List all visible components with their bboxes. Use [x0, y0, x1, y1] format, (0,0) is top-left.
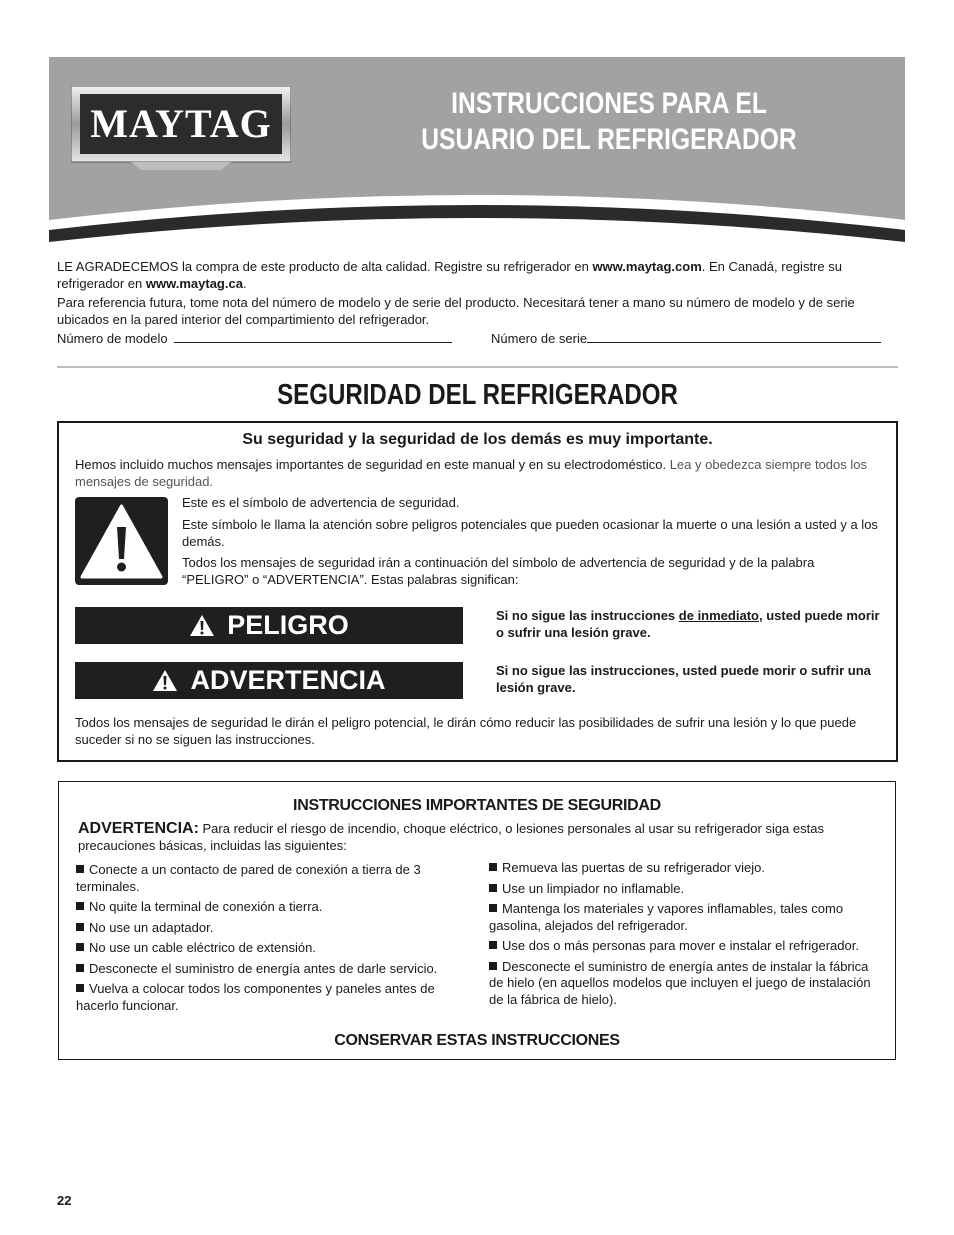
intro-thanks: LE AGRADECEMOS la compra de este producto de alta calidad. Registre su refrigerador en www.maytag.com. En Canadá, registre su refrigerador en www.maytag.ca. [57, 259, 842, 291]
list-item: Conecte a un contacto de pared de conexión a tierra de 3 terminales. [76, 862, 421, 894]
warning-description: Si no sigue las instrucciones, usted puede morir o sufrir una lesión grave. [496, 663, 871, 695]
list-item: Use dos o más personas para mover e instalar el refrigerador. [489, 938, 881, 955]
instructions-heading: INSTRUCCIONES IMPORTANTES DE SEGURIDAD [293, 797, 661, 814]
list-item: Remueva las puertas de su refrigerador viejo. [489, 860, 881, 877]
header-swoosh [49, 180, 905, 250]
symbol-text-1: Este es el símbolo de advertencia de seguridad. [182, 495, 460, 510]
maytag-ca-link[interactable]: www.maytag.ca [145, 275, 243, 291]
list-item: Use un limpiador no inflamable. [489, 881, 881, 898]
list-item: No use un adaptador. [76, 920, 476, 937]
symbol-text-3: Todos los mensajes de seguridad irán a continuación del símbolo de advertencia de seguridad y de la palabra “PELIGRO” o “ADVERTENCIA”. Estas palabras significan: [182, 555, 815, 587]
divider [57, 366, 898, 368]
instructions-warning: ADVERTENCIA: Para reducir el riesgo de incendio, choque eléctrico, o lesiones personales al usar su refrigerador siga estas precauciones básicas, incluidas las siguientes: [78, 820, 824, 853]
model-number-field[interactable]: Número de modelo [57, 331, 457, 348]
list-item: No use un cable eléctrico de extensión. [76, 940, 476, 957]
list-item: No quite la terminal de conexión a tierra. [76, 899, 476, 916]
page-title: INSTRUCCIONES PARA EL USUARIO DEL REFRIGERADOR [421, 87, 797, 156]
maytag-com-link[interactable]: www.maytag.com [592, 259, 702, 274]
page-number: 22 [57, 1193, 72, 1208]
instructions-left-list [76, 862, 476, 1018]
safety-intro: Hemos incluido muchos mensajes importantes de seguridad en este manual y en su electrodoméstico. Lea y obedezca siempre todos los mensajes de seguridad. [75, 457, 867, 489]
danger-signal-bar: PELIGRO [75, 607, 463, 644]
warning-signal-bar: ADVERTENCIA [75, 662, 463, 699]
instructions-right-list [489, 860, 881, 1012]
danger-alert-icon [189, 614, 215, 637]
list-item: Desconecte el suministro de energía antes de instalar la fábrica de hielo (en aquellos modelos que incluyen el juego de instalación de la fábrica de hielo). [489, 958, 871, 1007]
danger-description: Si no sigue las instrucciones de inmediato, usted puede morir o sufrir una lesión grave. [496, 608, 880, 640]
warning-alert-icon [152, 669, 178, 692]
safety-footer: Todos los mensajes de seguridad le dirán el peligro potencial, le dirán cómo reducir las posibilidades de sufrir una lesión y lo que puede suceder si no se siguen las instrucciones. [75, 715, 857, 747]
logo-text: MAYTAG [90, 101, 272, 146]
section-title: SEGURIDAD DEL REFRIGERADOR [277, 379, 678, 411]
safety-heading: Su seguridad y la seguridad de los demás es muy importante. [242, 431, 713, 448]
intro-reference: Para referencia futura, tome nota del número de modelo y de serie del producto. Necesitará tener a mano su número de modelo y de serie ubicados en la pared interior del compartimiento del refrigerador. [57, 295, 855, 327]
safety-alert-icon [75, 497, 168, 585]
serial-number-field[interactable]: Número de serie [491, 331, 891, 348]
list-item: Vuelva a colocar todos los componentes y paneles antes de hacerlo funcionar. [76, 981, 435, 1013]
list-item: Desconecte el suministro de energía antes de darle servicio. [76, 961, 476, 978]
instructions-footer: CONSERVAR ESTAS INSTRUCCIONES [334, 1032, 620, 1049]
symbol-text-2: Este símbolo le llama la atención sobre peligros potenciales que pueden ocasionar la muerte o una lesión a usted y a los demás. [182, 517, 878, 549]
maytag-logo [71, 86, 291, 170]
list-item: Mantenga los materiales y vapores inflamables, tales como gasolina, alejados del refrigerador. [489, 901, 844, 933]
